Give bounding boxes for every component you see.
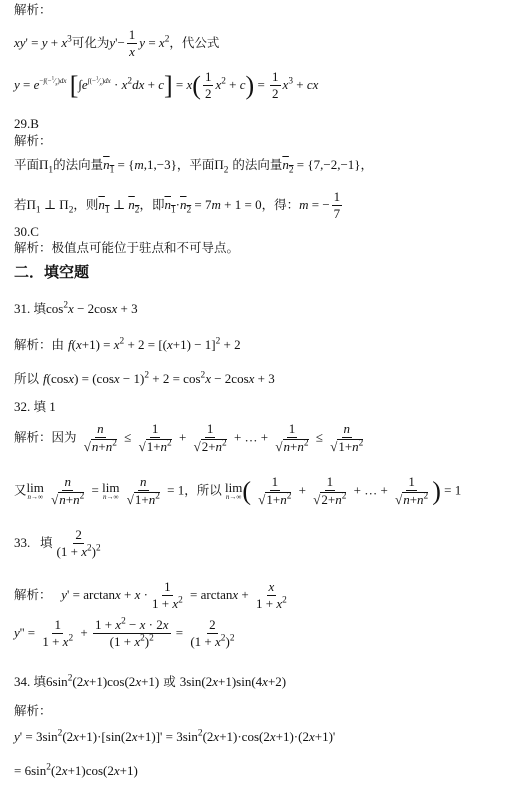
q33-deriv1: 解析： y' = arctanx + x · $\frac{1}{1 + x^2}$ = arctanx + $\frac{x}{1 + x^2}$ — [14, 579, 287, 612]
section-title: 二．填空题 — [14, 263, 90, 281]
q28-formula: $y = e^{-\int(-^1⁄_x)dx}$ $[\int e^{\int(-^1⁄_x)dx} \cdot x^2dx + c] = x$( $\frac{1}{2}$ $x^2 + c$) = $\frac{1}{2}$ $x^3$ + cx — [14, 69, 319, 102]
q33-deriv2: y'' = $\frac{1}{1 + x^2}$ + $\frac{1 + x^2 - x \cdot 2x}{(1 + x^2)^2}$ = $\frac{2}{(1 + x^2)^2}$ — [14, 616, 235, 650]
q32-fill: 32. 填 1 — [14, 399, 56, 414]
q32-explain: 解析：因为 $\frac{n}{√n+n^2}$ ≤ $\frac{1}{√1+n^2}$ + $\frac{1}{√2+n^2}$ + … + $\frac{1}{√n+n^2}$ ≤ $\frac{n}{√1+n^2}$ — [14, 421, 364, 455]
q29-normals: 平面$\Pi_1$的法向量$n_1 = \{m,1,-3\}$，平面$\Pi_2$ 的法向量$n_2 = \{7,-2,-1\}$， — [14, 157, 374, 176]
analysis-label: 解析： — [14, 703, 52, 718]
q30-answer: 30.C — [14, 224, 39, 239]
q32-limit: 又 lim n→∞ $\frac{n}{√n+n^2}$ = lim n→∞ $\frac{n}{√1+n^2}$ = 1，所以 lim n→∞ ( $\frac{1}{√1+n^2}$ + $\frac{1}{√2+n^2}$ + … + $\frac{1}{√n+n^2}$ ) = 1 — [14, 474, 462, 508]
q34-fill: 34. 填$6\sin^2(2x+1)\cos(2x+1)$ 或 3sin(2x+1)sin(4x+2) — [14, 673, 287, 689]
q31-fill: 31. 填$\cos^2x - 2\cos x + 3$ — [14, 300, 138, 316]
q34-deriv1: $y' = 3\sin^2(2x+1)\cdot[\sin(2x+1)]' = 3\sin^2(2x+1)\cdot\cos(2x+1)\cdot(2x+1)'$ — [14, 728, 336, 744]
analysis-label: 解析： — [14, 133, 52, 148]
q31-explain: 解析：由 $f(x+1) = x^2 + 2 = [(x+1) - 1]^2 + 2$ — [14, 336, 241, 352]
q33-fill: 33. 填 $\frac{2}{(1 + x^2)^2}$ — [14, 527, 101, 560]
q30-explain: 解析：极值点可能位于驻点和不可导点。 — [14, 240, 240, 255]
q29-solve: 若$\Pi_1$ ⊥ $\Pi_2$，则$n_1$ ⊥ $n_2$，即$n_1\cdot n_2 = 7m + 1 = 0$，得：m = − $\frac{1}{7}$ — [14, 189, 341, 222]
q29-answer: 29.B — [14, 116, 39, 131]
q28-intro: $xy' = y + x^3$可化为y'− $\frac{1}{x}$ $y = x^2$，代公式 — [14, 27, 220, 60]
analysis-label: 解析： — [14, 2, 52, 17]
q31-result: 所以 $f(\cos x) = (\cos x - 1)^2 + 2 = \cos^2x - 2\cos x + 3$ — [14, 370, 275, 386]
q34-deriv2: = $6\sin^2(2x+1)\cos(2x+1)$ — [14, 762, 138, 778]
